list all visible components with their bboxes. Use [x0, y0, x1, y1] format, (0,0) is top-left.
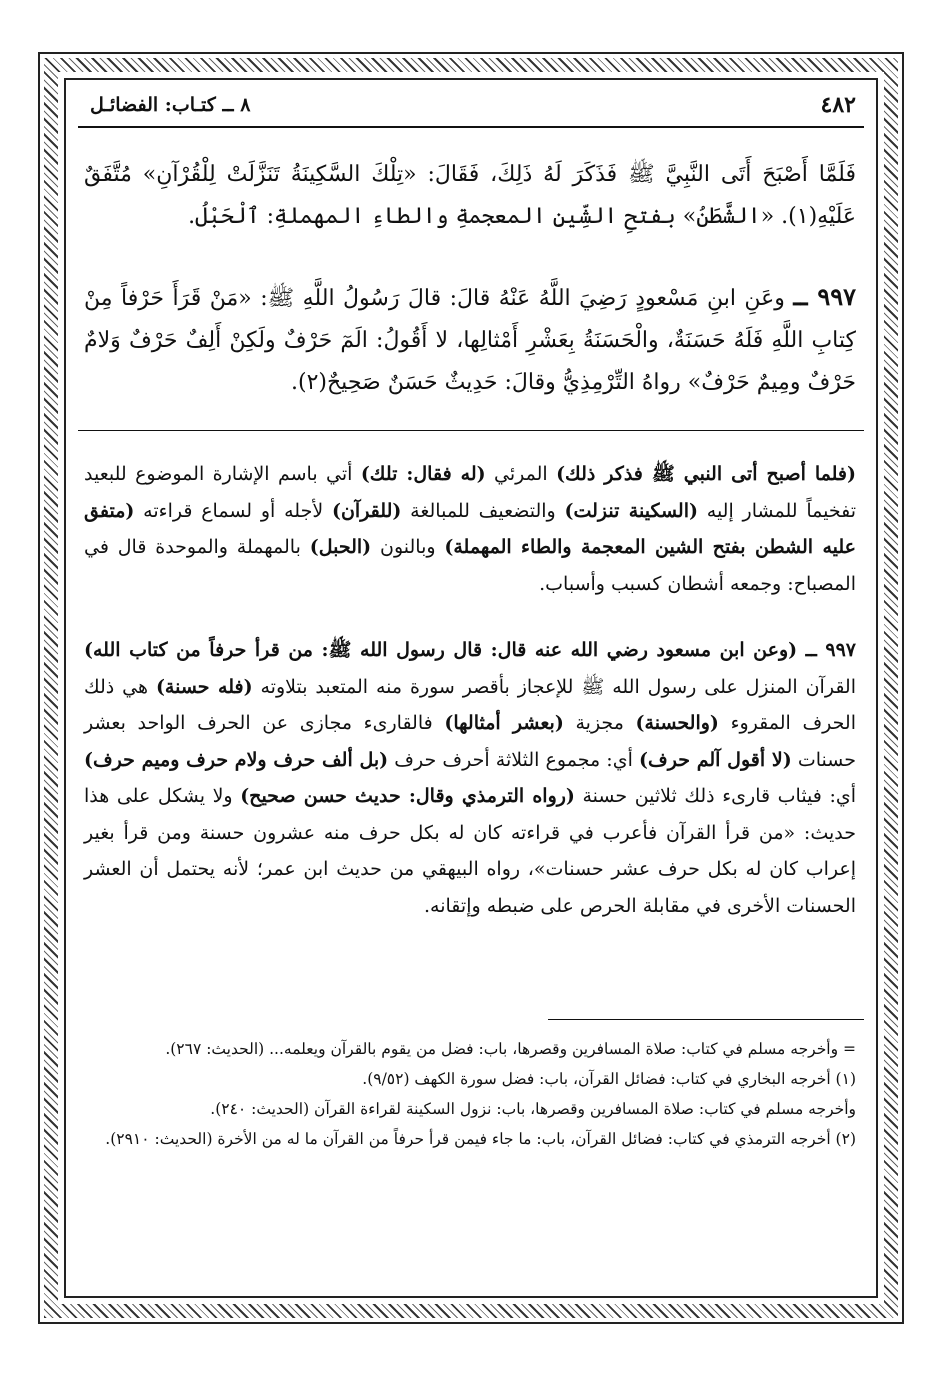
- footnote: وأخرجه مسلم في كتاب: صلاة المسافرين وقصرها، باب: نزول السكينة لقراءة القرآن (الحديث: ٢٤٠).: [210, 1100, 856, 1118]
- hadith-body: وعَنِ ابنِ مَسْعودٍ رَضِيَ اللَّهُ عَنْهُ قالَ: قالَ رَسُولُ اللَّهِ ﷺ: «مَنْ قَرَأَ حَرْفاً مِنْ كِتابِ اللَّهِ فَلَهُ حَسَنَةٌ، والْحَسَنَةُ بِعَشْرِ أَمْثالِها، لا أَقُولُ: الَمٓ حَرْفٌ ولَكِنْ أَلِفٌ حَرْفٌ وَلامٌ حَرْفٌ ومِيمٌ حَرْفٌ» رواهُ التِّرْمِذِيُّ وقالَ: حَدِيثٌ حَسَنٌ صَحِيحٌ(٢).: [84, 286, 856, 395]
- commentary-text: ولا يشكل على هذا حديث: «من قرأ القرآن فأعرب في قراءته كان له بكل حرف منه عشرون حسنة ومن قرأ بغير إعراب كان له بكل حرف عشر حسنات»، رواه البيهقي من حديث ابن عمر؛ لأنه يحتمل أن العشر الحسنات الأخرى في مقابلة الحرص على ضبطه وإتقانه.: [84, 785, 856, 917]
- commentary-text: أتي باسم الإشارة الموضوع للبعيد تفخيماً للمشار إليه: [84, 463, 856, 522]
- page-number: ٤٨٢: [820, 92, 856, 118]
- matn-paragraph: [84, 276, 856, 404]
- commentary-text: المرئي: [485, 463, 557, 485]
- quoted-lemma: (لا أقول آلم حرف): [639, 748, 792, 771]
- footnote: = وأخرجه مسلم في كتاب: صلاة المسافرين وقصرها، باب: فضل من يقوم بالقرآن ويعلمه... (الحديث: ٢٦٧).: [165, 1040, 856, 1058]
- quoted-lemma: (فلما أصبح أتى النبي ﷺ فذكر ذلك): [556, 463, 856, 485]
- commentary-paragraph: [84, 456, 856, 602]
- hadith-text-continuation: [84, 154, 856, 238]
- commentary-text: لأجله أو لسماع قراءته: [134, 499, 332, 522]
- commentary-text: بالمهملة والموحدة قال في المصباح: وجمعه أشطان كسبب وأسباب.: [84, 536, 856, 595]
- quoted-lemma: (الحبل): [309, 536, 372, 558]
- commentary-text: مجزية: [563, 712, 636, 734]
- quoted-lemma: (له فقال: تلك): [360, 463, 486, 485]
- quoted-lemma: (رواه الترمذي وقال: حديث حسن صحيح): [240, 785, 575, 807]
- commentary-text: أي: فيثاب قارىء ذلك ثلاثين حسنة: [574, 785, 857, 807]
- footnote: (١) أخرجه البخاري في كتاب: فضائل القرآن، باب: فضل سورة الكهف (٩/٥٢).: [362, 1070, 856, 1088]
- footnote-divider: [548, 1019, 864, 1020]
- commentary-text: فالقارىء مجازى عن الحرف الواحد بعشر حسنات: [84, 712, 856, 771]
- commentary-text: القرآن المنزل على رسول الله ﷺ للإعجاز بأقصر سورة منه المتعبد بتلاوته: [252, 675, 856, 698]
- commentary-block: [84, 456, 856, 602]
- book-page: [78, 86, 864, 1286]
- commentary-text: أي: مجموع الثلاثة أحرف حرف: [388, 748, 640, 771]
- quoted-lemma: (متفق عليه الشطن بفتح الشين المعجمة والطاء المهملة): [84, 499, 857, 558]
- hadith-997-text: [84, 276, 856, 404]
- quoted-lemma: (فله حسنة): [155, 675, 253, 698]
- running-header: [78, 92, 864, 126]
- chapter-title: ٨ ــ كتـاب: الفضائـل: [90, 94, 251, 116]
- footnote: (٢) أخرجه الترمذي في كتاب: فضائل القرآن، باب: ما جاء فيمن قرأ حرفاً من القرآن ما له من الأخرة (الحديث: ٢٩١٠).: [105, 1130, 856, 1148]
- quoted-lemma: ٩٩٧ ــ (وعن ابن مسعود رضي الله عنه قال: قال رسول الله ﷺ: من قرأ حرفاً من كتاب الله): [84, 639, 856, 661]
- section-divider: [78, 430, 864, 431]
- footnotes: [84, 1036, 856, 1156]
- commentary-text: وبالنون: [371, 536, 445, 558]
- quoted-lemma: (للقرآن): [331, 499, 402, 522]
- quoted-lemma: (بل ألف حرف ولام حرف وميم حرف): [84, 748, 389, 771]
- header-rule: [78, 126, 864, 128]
- commentary-paragraph: [84, 632, 856, 924]
- hadith-number: ٩٩٧ ــ: [793, 282, 857, 311]
- matn-paragraph: فَلَمَّا أَصْبَحَ أَتَى النَّبِيَّ ﷺ فَذَكَرَ لَهُ ذَلِكَ، فَقَالَ: «تِلْكَ السَّكِينَةُ تَنَزَّلَتْ لِلْقُرْآنِ» مُتَّفَقٌ عَلَيْهِ(١). «الشَّطَنُ» بفتحِ الشِّينِ المعجمةِ والطاءِ المهملةِ: ٱلْحَبْلُ.: [84, 162, 856, 229]
- commentary-text: والتضعيف للمبالغة: [401, 499, 565, 522]
- quoted-lemma: (السكينة تنزلت): [564, 499, 698, 522]
- commentary-text: هي ذلك الحرف المقروء: [84, 675, 857, 734]
- quoted-lemma: (والحسنة): [635, 712, 719, 734]
- commentary-hadith-997: [84, 632, 856, 924]
- quoted-lemma: (بعشر أمثالها): [444, 712, 564, 734]
